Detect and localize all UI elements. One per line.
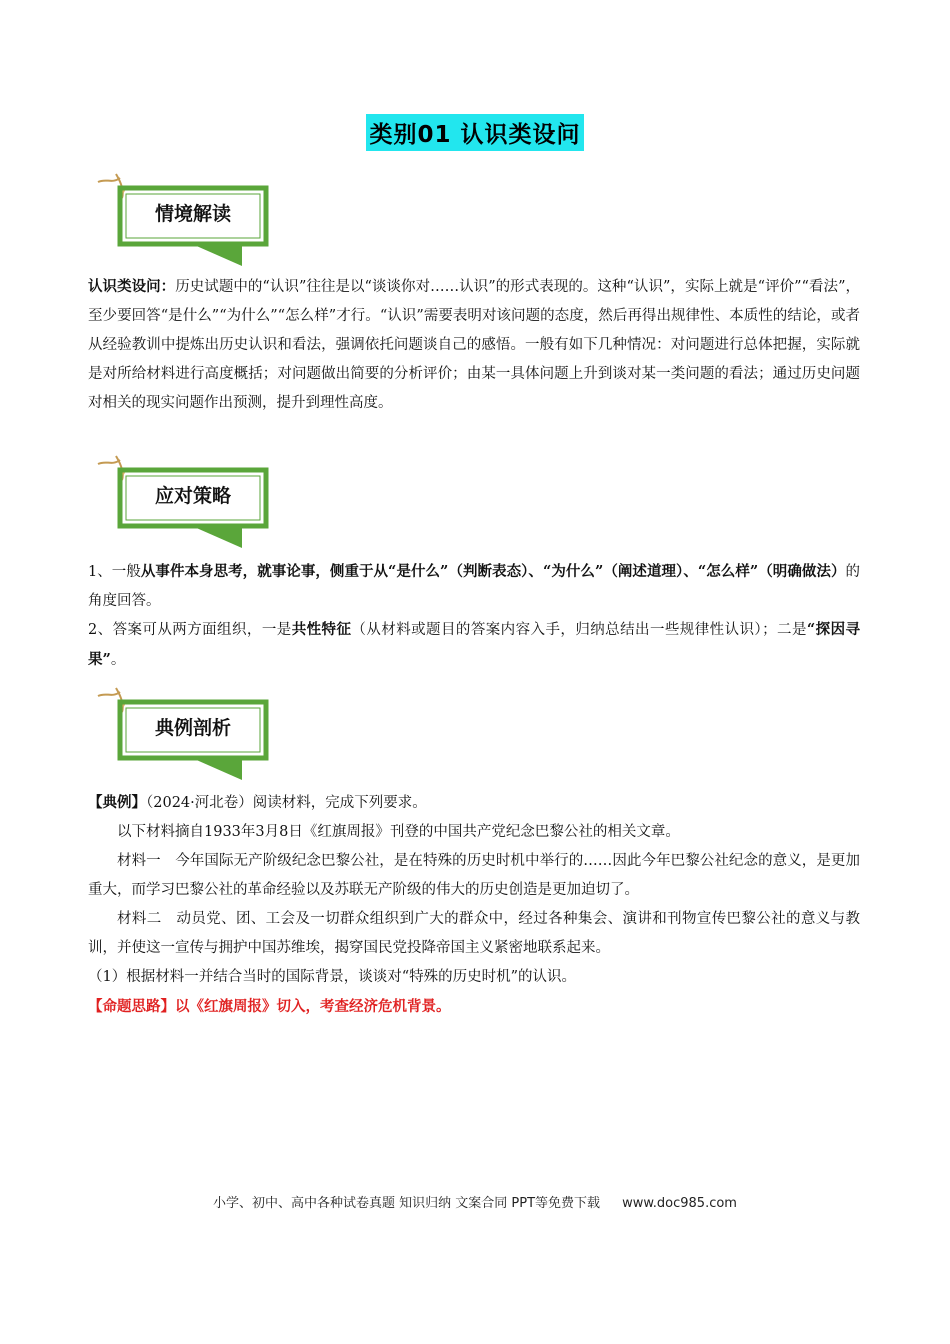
title-wrap	[0, 114, 950, 151]
strategy-item-2	[88, 615, 860, 675]
section-label: 典例剖析	[154, 716, 231, 739]
section-label: 应对策略	[154, 484, 231, 507]
example-tag: 【典例】	[88, 794, 146, 811]
example-material-2: 材料二 动员党、团、工会及一切群众组织到广大的群众中，经过各种集会、演讲和刊物宣传巴黎公社的意义与教训，并使这一宣传与拥护中国苏维埃，揭穿国民党投降帝国主义紧密地联系起来。	[88, 911, 860, 956]
reading-lead: 认识类设问：	[88, 278, 176, 295]
section-label: 情境解读	[154, 202, 231, 225]
page-title: 类别01 认识类设问	[366, 114, 583, 151]
strategy-1-bold: 从事件本身思考，就事论事，侧重于从“是什么”（判断表态）、“为什么”（阐述道理）、“怎么样”（明确做法）	[140, 563, 846, 580]
strategy-2-bold2: “探因寻果”	[88, 621, 861, 668]
strategy-2-bold1: 共性特征	[291, 621, 352, 638]
strategy-1-pre: 1、一般	[88, 564, 141, 580]
example-idea: 【命题思路】以《红旗周报》切入，考查经济危机背景。	[88, 998, 451, 1015]
strategy-item-1	[88, 557, 860, 616]
footer-text: 小学、初中、高中各种试卷真题 知识归纳 文案合同 PPT等免费下载	[213, 1196, 601, 1211]
section-badge-example	[92, 684, 272, 784]
example-header	[88, 788, 860, 818]
footer	[0, 1192, 950, 1211]
example-question-1: （1）根据材料一并结合当时的国际背景，谈谈对“特殊的历史时机”的认识。	[88, 969, 577, 985]
strategy-1-post: 的角度回答。	[88, 564, 860, 609]
reading-paragraph	[88, 272, 860, 418]
example-source: （2024·河北卷）阅读材料，完成下列要求。	[146, 795, 427, 811]
example-material-1: 材料一 今年国际无产阶级纪念巴黎公社，是在特殊的历史时机中举行的……因此今年巴黎公社纪念的意义，是更加重大，而学习巴黎公社的革命经验以及苏联无产阶级的伟大的历史创造是更加迫切了。	[88, 853, 860, 898]
section-badge-strategy	[92, 452, 272, 552]
example-intro: 以下材料摘自1933年3月8日《红旗周报》刊登的中国共产党纪念巴黎公社的相关文章。	[117, 824, 680, 840]
section-badge-reading	[92, 170, 272, 270]
strategy-2-post: 。	[110, 652, 126, 668]
strategy-2-pre: 2、答案可从两方面组织，一是	[88, 622, 292, 638]
footer-url[interactable]: www.doc985.com	[622, 1196, 737, 1211]
reading-text: 历史试题中的“认识”往往是以“谈谈你对……认识”的形式表现的。这种“认识”，实际上就是“评价”“看法”，至少要回答“是什么”“为什么”“怎么样”才行。“认识”需要表明对该问题的态度，然后再得出规律性、本质性的结论，或者从经验教训中提炼出历史认识和看法，强调依托问题谈自己的感悟。一般有如下几种情况：对问题进行总体把握，实际就是对所给材料进行高度概括；对问题做出简要的分析评价；由某一具体问题上升到谈对某一类问题的看法；通过历史问题对相关的现实问题作出预测，提升到理性高度。	[88, 279, 861, 411]
strategy-2-mid: （从材料或题目的答案内容入手，归纳总结出一些规律性认识）；二是	[351, 622, 807, 638]
